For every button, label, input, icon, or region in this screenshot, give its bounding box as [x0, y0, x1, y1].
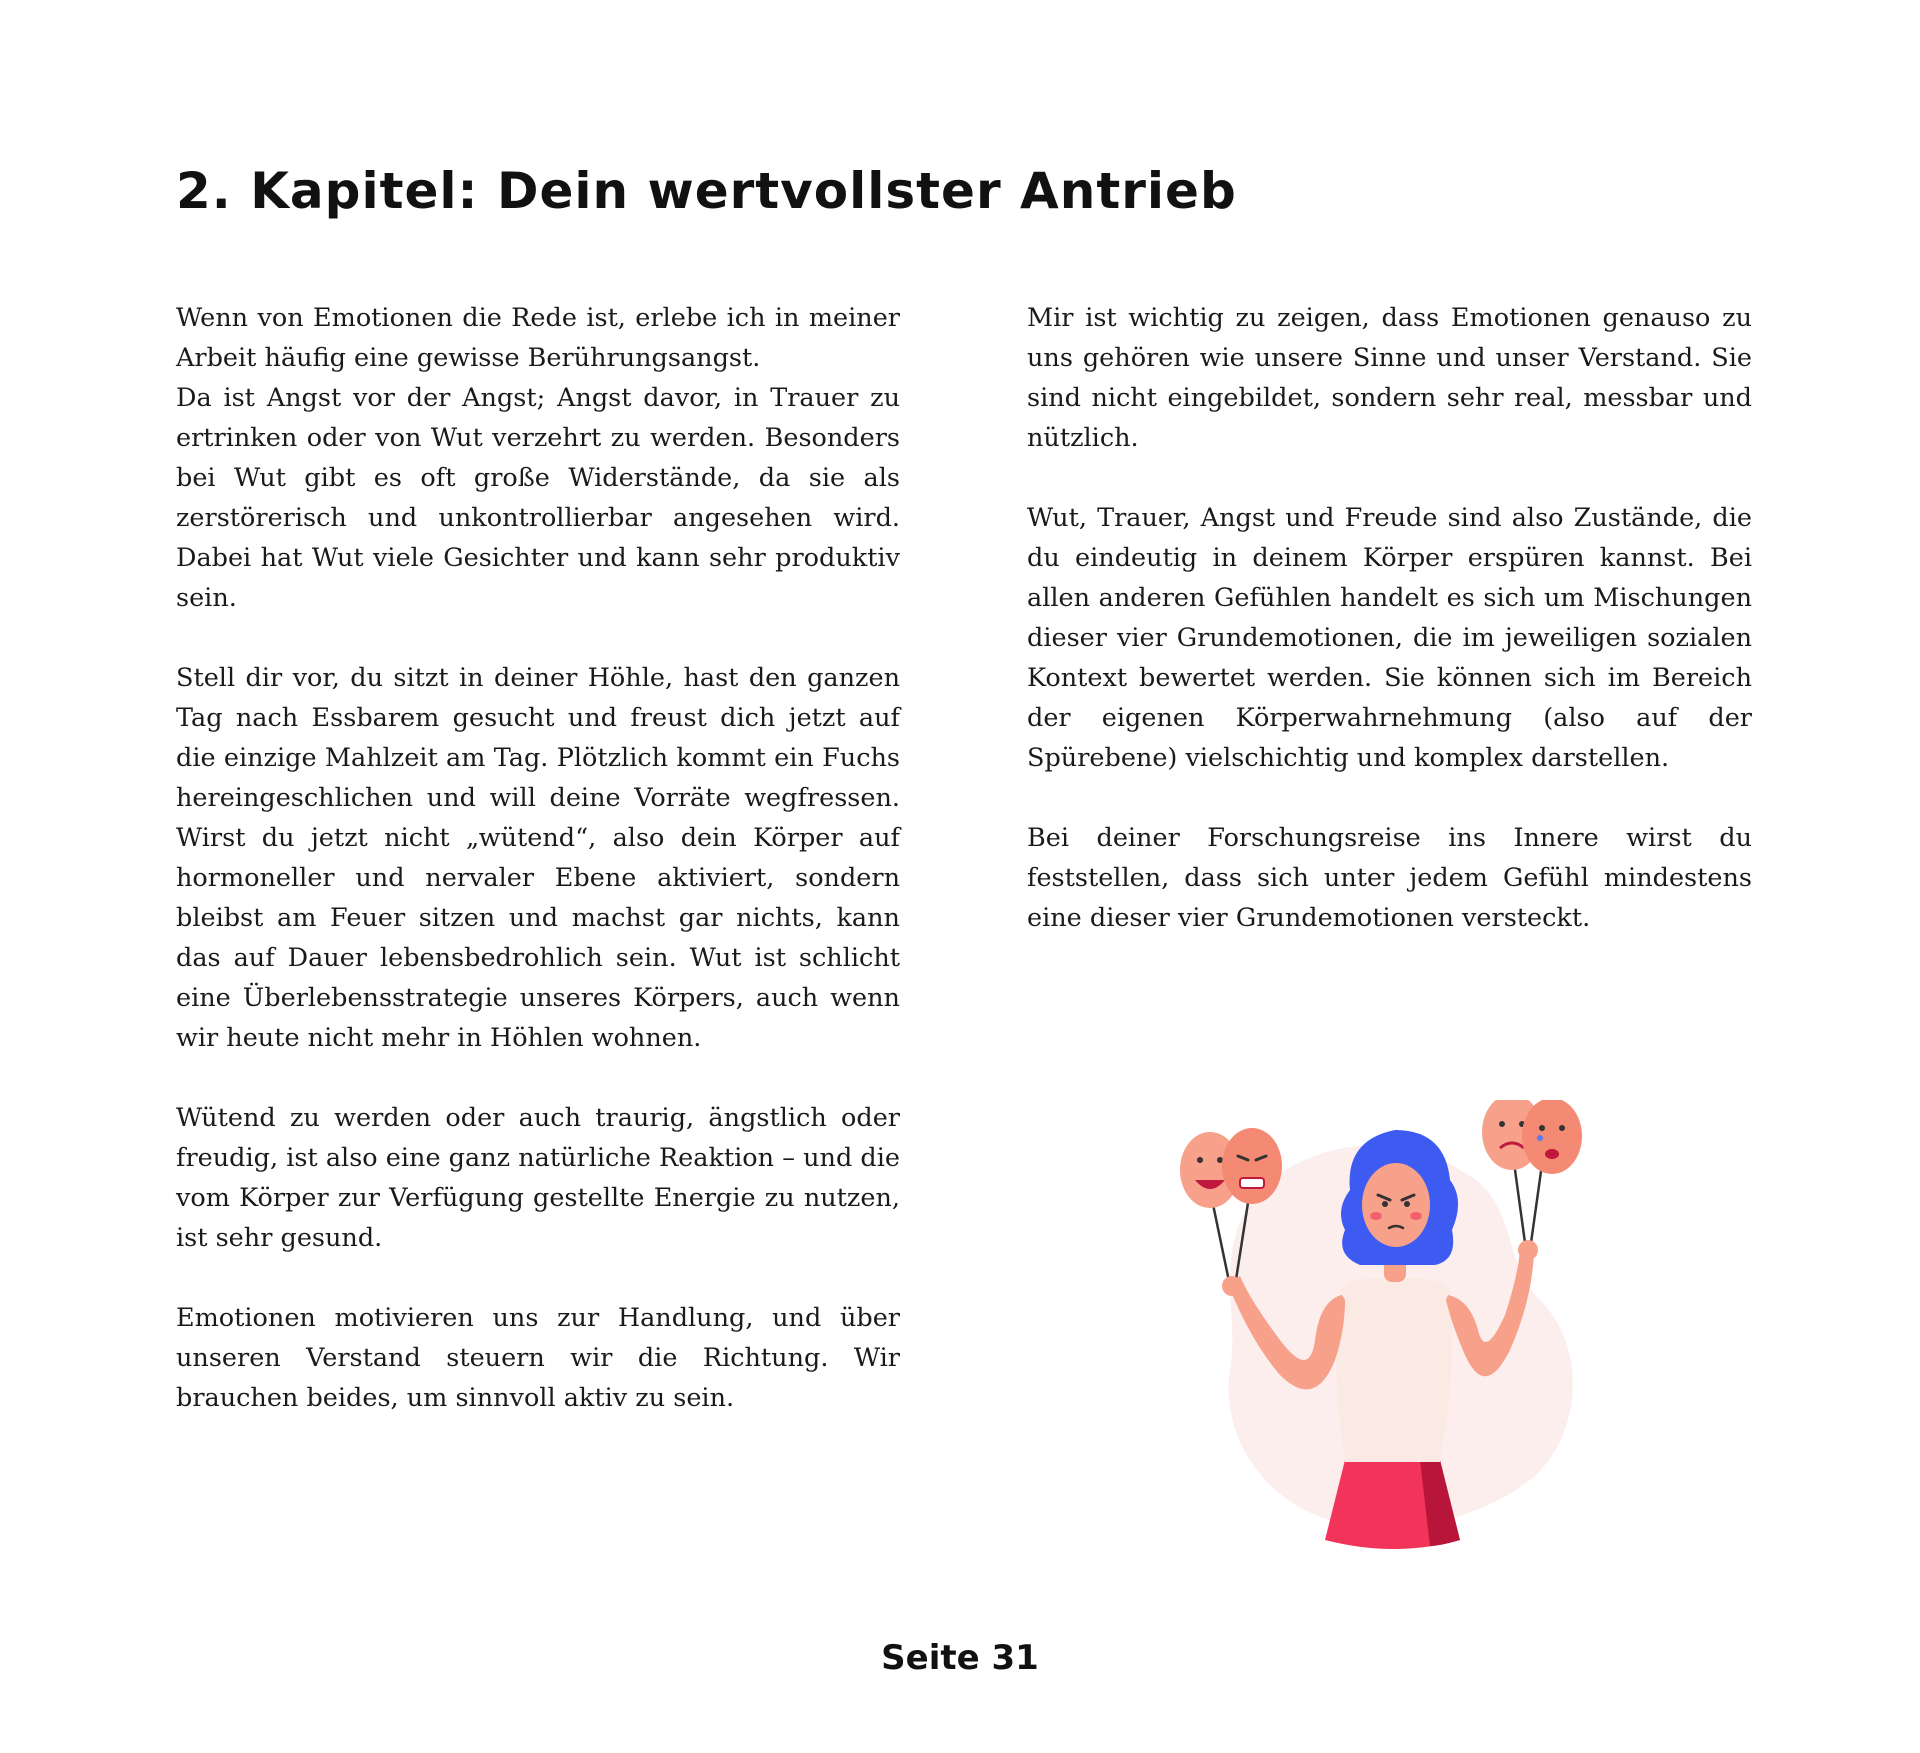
chapter-title: 2. Kapitel: Dein wertvollster Antrieb: [176, 162, 1237, 220]
woman-with-emotion-masks-illustration: [1140, 1100, 1640, 1560]
face: [1362, 1163, 1430, 1247]
paragraph: Stell dir vor, du sitzt in deiner Höhle, hast den ganzen Tag nach Essbarem gesucht und freust dich jetzt auf die einzige Mahlzeit am Tag. Plötzlich kommt ein Fuchs hereingeschlichen und will deine Vorräte wegfressen. Wirst du jetzt nicht „wütend“, also dein Körper auf hormoneller und nervaler Ebene aktiviert, sondern bleibst am Feuer sitzen und machst gar nichts, kann das auf Dauer lebensbedrohlich sein. Wut ist schlicht eine Überlebensstrategie unseres Körpers, auch wenn wir heute nicht mehr in Höhlen wohnen.: [176, 663, 900, 1053]
scared-mask: [1522, 1100, 1582, 1174]
angry-mask: [1222, 1128, 1282, 1204]
left-text-column: [176, 298, 900, 1458]
paragraph: Wütend zu werden oder auch traurig, ängstlich oder freudig, ist also eine ganz natürliche Reaktion – und die vom Körper zur Verfügung gestellte Energie zu nutzen, ist sehr gesund.: [176, 1103, 900, 1253]
paragraph: Da ist Angst vor der Angst; Angst davor, in Trauer zu ertrinken oder von Wut verzehrt zu werden. Besonders bei Wut gibt es oft große Widerstände, da sie als zerstörerisch und unkontrollierbar angesehen wird. Dabei hat Wut viele Gesichter und kann sehr produktiv sein.: [176, 383, 900, 613]
paragraph: Wenn von Emotionen die Rede ist, erlebe ich in meiner Arbeit häufig eine gewisse Berührungsangst.: [176, 303, 900, 373]
right-text-column: [1027, 298, 1752, 978]
paragraph: Emotionen motivieren uns zur Handlung, und über unseren Verstand steuern wir die Richtung. Wir brauchen beides, um sinnvoll aktiv zu sein.: [176, 1303, 900, 1413]
paragraph: Wut, Trauer, Angst und Freude sind also Zustände, die du eindeutig in deinem Körper erspüren kannst. Bei allen anderen Gefühlen handelt es sich um Mischungen dieser vier Grundemotionen, die im jeweiligen sozialen Kontext bewertet werden. Sie können sich im Bereich der eigenen Körperwahrnehmung (also auf der Spürebene) vielschichtig und komplex darstellen.: [1027, 503, 1752, 773]
tank-top: [1336, 1278, 1452, 1462]
paragraph: Bei deiner Forschungsreise ins Innere wirst du feststellen, dass sich unter jedem Gefühl mindestens eine dieser vier Grundemotionen versteckt.: [1027, 823, 1752, 933]
paragraph: Mir ist wichtig zu zeigen, dass Emotionen genauso zu uns gehören wie unsere Sinne und unser Verstand. Sie sind nicht eingebildet, sondern sehr real, messbar und nützlich.: [1027, 303, 1752, 453]
page-number: Seite 31: [881, 1638, 1039, 1678]
